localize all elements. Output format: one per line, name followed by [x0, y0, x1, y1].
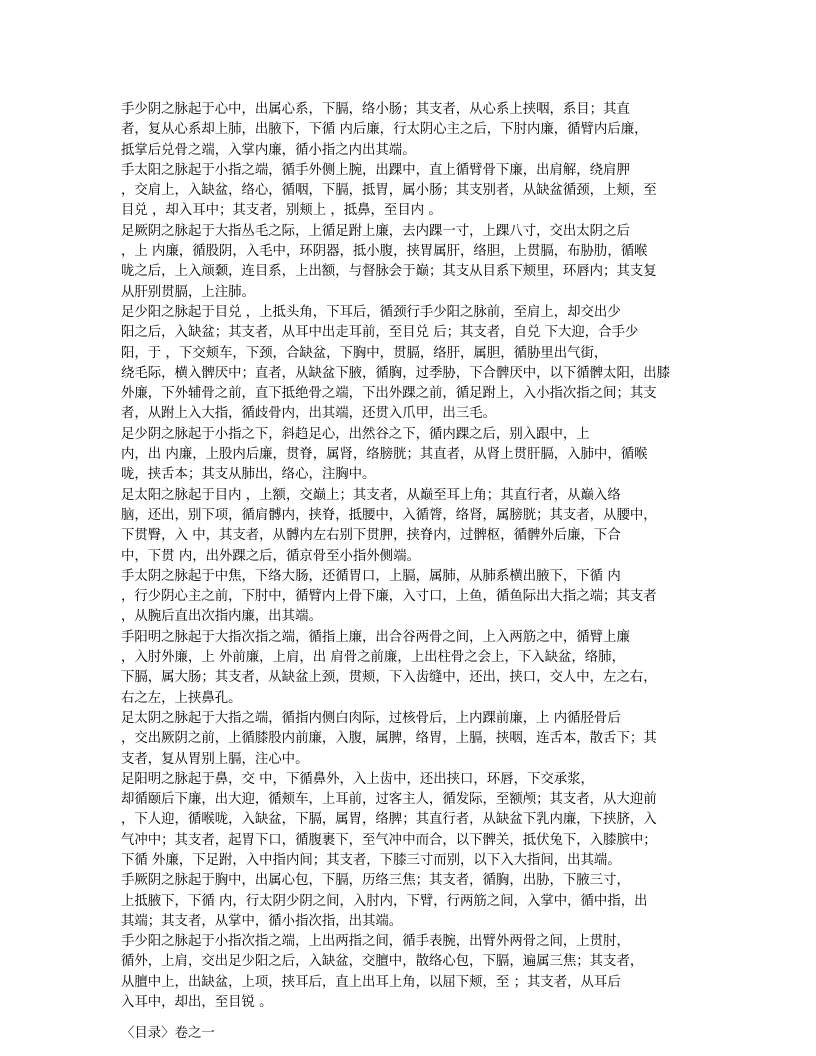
paragraph-zu-taiyin: 足太阴之脉起于大指之端，循指内侧白肉际，过核骨后，上内踝前廉，上 内循胫骨后 ，交出厥阴之前，上循膝股内前廉，入腹，属脾，络胃，上膈，挟咽，连舌本，散舌下；其 支者，复从胃别上膈，注心中。	[121, 710, 657, 767]
paragraph-zu-taiyang: 足太阳之脉起于目内 ，上额，交巅上；其支者，从巅至耳上角；其直行者，从巅入络 脑，还出，别下项，循肩髆内，挟脊，抵腰中，入循膂，络肾，属膀胱；其支者，从腰中， 下贯臀，入 中，其支者，从髆内左右别下贯胛，挟脊内，过髀枢，循髀外后廉，下合 中，下贯 内，出外踝之后，循京骨至小指外侧端。	[121, 487, 657, 564]
paragraph-zu-yangming: 足阳明之脉起于鼻，交 中，下循鼻外，入上齿中，还出挟口，环唇，下交承浆， 却循颐后下廉，出大迎，循颊车，上耳前，过客主人，循发际，至额颅；其支者，从大迎前 ，下人迎，循喉咙，入缺盆，下膈，属胃，络脾；其直行者，从缺盆下乳内廉，下挟脐，入 气冲中；其支者，起胃下口，循腹裹下，至气冲中而合，以下髀关，抵伏兔下，入膝膑中； 下循 外廉，下足跗，入中指内间；其支者，下膝三寸而别，以下入大指间，出其端。	[121, 771, 657, 868]
paragraph-zu-shaoyang: 足少阳之脉起于目兑 ，上抵头角，下耳后，循颈行手少阳之脉前，至肩上，却交出少 阳之后，入缺盆；其支者，从耳中出走耳前，至目兑 后；其支者，自兑 下大迎，合手少 阳，于 ，下交颊车，下颈，合缺盆，下胸中，贯膈，络肝，属胆，循胁里出气街， 绕毛际，横入髀厌中；直者，从缺盆下腋，循胸，过季胁，下合髀厌中，以下循髀太阳，出膝 外廉，下外辅骨之前，直下抵绝骨之端，下出外踝之前，循足跗上，入小指次指之间；其支 者，从跗上入大指，循歧骨内，出其端，还贯入爪甲，出三毛。	[121, 304, 671, 422]
paragraph-zu-shaoyin: 足少阴之脉起于小指之下，斜趋足心，出然谷之下，循内踝之后，别入跟中，上 内，出 内廉，上股内后廉，贯脊，属肾，络膀胱；其直者，从肾上贯肝膈，入肺中，循喉 咙，挟舌本；其支从肺出，络心，注胸中。	[121, 426, 648, 483]
table-of-contents-link[interactable]: 〈目录〉	[121, 1026, 175, 1042]
document-body	[121, 100, 693, 1013]
paragraph-zu-jueyin: 足厥阴之脉起于大指丛毛之际，上循足跗上廉，去内踝一寸，上踝八寸，交出太阴之后 ，上 内廉，循股阴，入毛中，环阴器，抵小腹，挟胃属肝，络胆，上贯膈，布胁肋，循喉 咙之后，上入颃颡，连目系，上出额，与督脉会于巅；其支从目系下颊里，环唇内；其支复 从肝别贯膈，上注肺。	[121, 223, 657, 300]
document-page	[121, 100, 693, 1044]
page-footer	[121, 1024, 693, 1044]
paragraph-shou-yangming: 手阳明之脉起于大指次指之端，循指上廉，出合谷两骨之间，上入两筋之中，循臂上廉 ，入肘外廉，上 外前廉，上肩，出 肩骨之前廉，上出柱骨之会上，下入缺盆，络肺， 下膈，属大肠；其支者，从缺盆上颈，贯颊，下入齿缝中，还出，挟口，交人中，左之右， 右之左，上挟鼻孔。	[121, 629, 657, 706]
paragraph-shou-shaoyin: 手少阴之脉起于心中，出属心系，下膈，络小肠；其支者，从心系上挟咽，系目；其直 者，复从心系却上肺，出腋下，下循 内后廉，行太阴心主之后，下肘内廉，循臂内后廉， 抵掌后兑骨之端，入掌内廉，循小指之内出其端。	[121, 102, 648, 158]
paragraph-shou-jueyin: 手厥阴之脉起于胸中，出属心包，下膈，历络三焦；其支者，循胸，出胁，下腋三寸， 上抵腋下，下循 内，行太阴少阴之间，入肘内，下臂，行两筋之间，入掌中，循中指，出 其端；其支者，从掌中，循小指次指，出其端。	[121, 873, 648, 929]
paragraph-shou-shaoyang: 手少阳之脉起于小指次指之端，上出两指之间，循手表腕，出臂外两骨之间，上贯肘， 循外，上肩，交出足少阳之后，入缺盆，交膻中，散络心包，下膈，遍属三焦；其支者， 从膻中上，出缺盆，上项，挟耳后，直上出耳上角，以屈下颊，至 ；其支者，从耳后 入耳中，却出，至目锐 。	[121, 934, 644, 1011]
volume-label: 卷之一	[174, 1026, 215, 1042]
paragraph-shou-taiyin: 手太阴之脉起于中焦，下络大肠，还循胃口，上膈，属肺，从肺系横出腋下，下循 内 ，行少阴心主之前，下肘中，循臂内上骨下廉，入寸口，上鱼，循鱼际出大指之端；其支者 ，从腕后直出次指内廉，出其端。	[121, 568, 657, 625]
paragraph-shou-taiyang: 手太阳之脉起于小指之端，循手外侧上腕，出踝中，直上循臂骨下廉，出肩解，绕肩胛 ，交肩上，入缺盆，络心，循咽，下膈，抵胃，属小肠；其支别者，从缺盆循颈，上颊，至 目兑 ，却入耳中；其支者，别颊上 ，抵鼻，至目内 。	[121, 162, 657, 219]
